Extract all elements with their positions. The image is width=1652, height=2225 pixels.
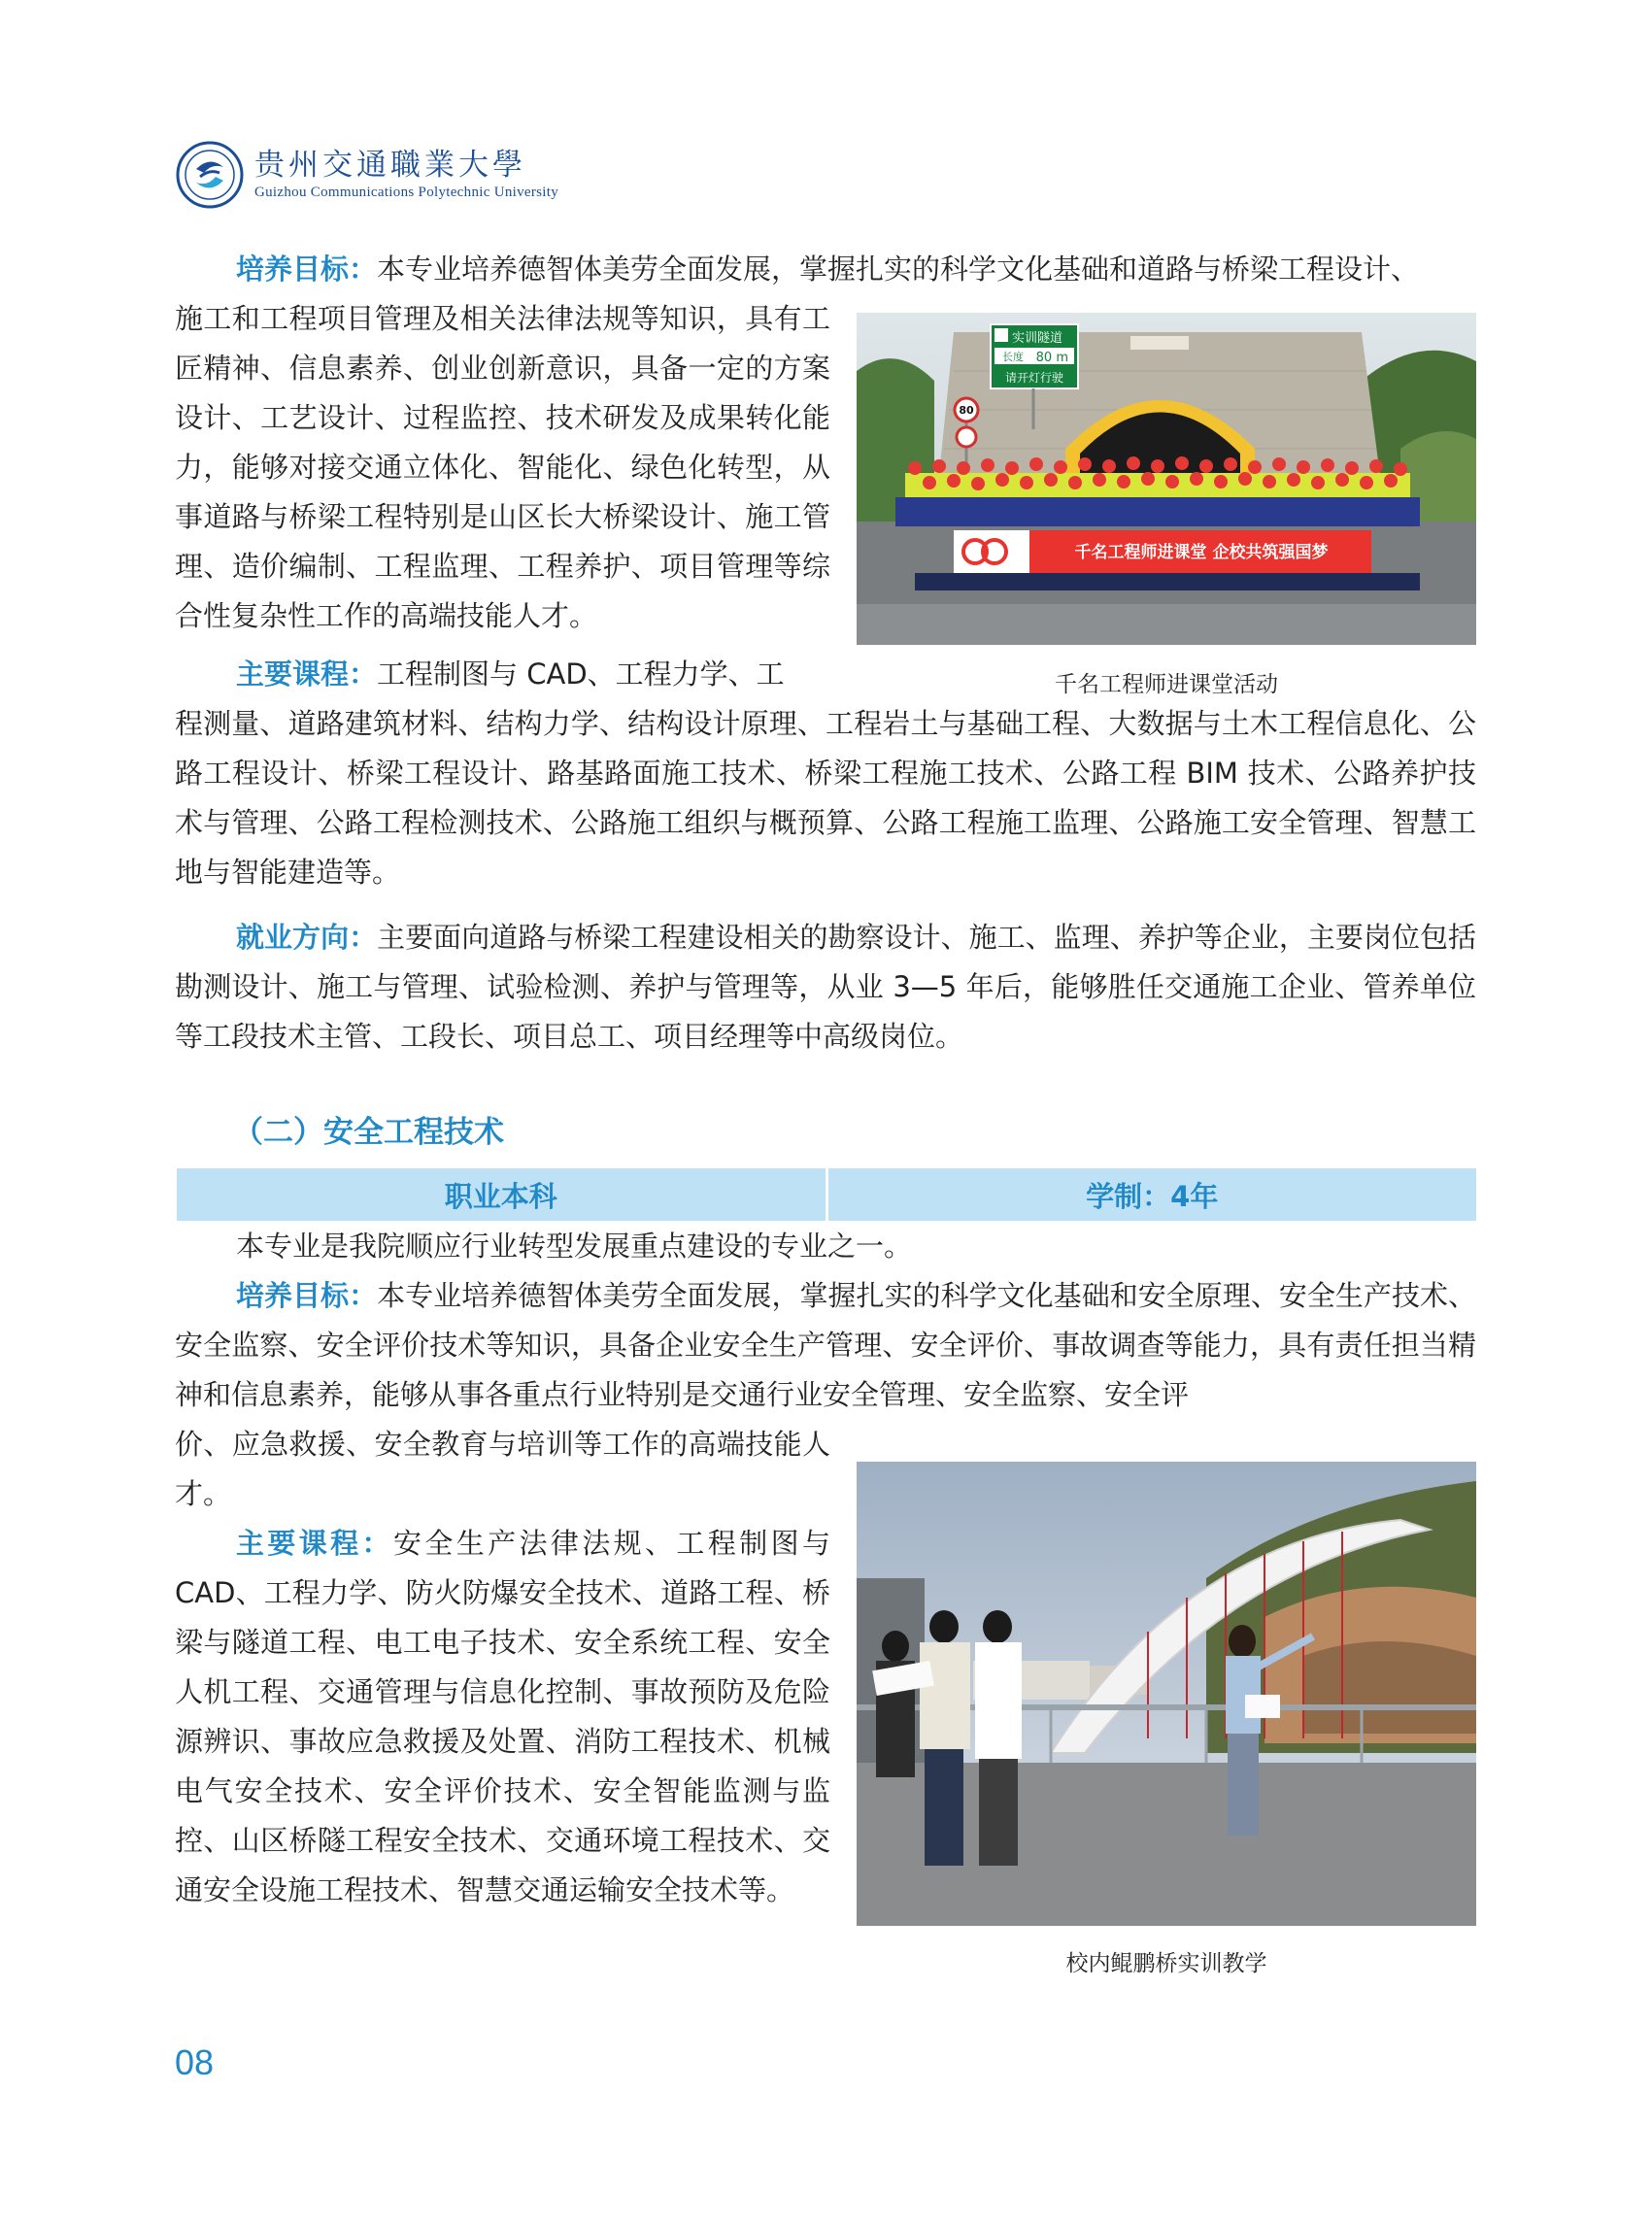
program1-goal-lead: 培养目标：本专业培养德智体美劳全面发展，掌握扎实的科学文化基础和道路与桥梁工程设计、 (236, 253, 1420, 286)
section-title-safety-engineering: （二）安全工程技术 (233, 1115, 504, 1150)
speed-limit-sign: 80 (959, 404, 974, 417)
tunnel-sign-lights: 请开灯行驶 (1004, 371, 1064, 385)
tunnel-sign-length-value: 80 m (1035, 351, 1068, 365)
program2-courses: 主要课程：安全生产法律法规、工程制图与 CAD、工程力学、防火防爆安全技术、道路工程、桥梁与隧道工程、电工电子技术、安全系统工程、安全人机工程、交通管理与信息化控制、事故预防及危险源辨识、事故应急救援及处置、消防工程技术、机械电气安全技术、安全评价技术、安全智能监测与监控、山区桥隧工程安全技术、交通环境工程技术、交通安全设施工程技术、智慧交通运输安全技术等。 (175, 1527, 830, 1906)
program1-goal-keyword: 培养目标： (236, 253, 378, 286)
program2-courses-keyword: 主要课程： (236, 1527, 393, 1560)
program-info-table (177, 1168, 1476, 1221)
tunnel-group-photo (857, 313, 1476, 645)
bridge-photo-caption: 校内鲲鹏桥实训教学 (1065, 1951, 1267, 1976)
logo-chinese-name: 贵州交通職業大學 (254, 148, 526, 183)
tunnel-sign-title: 实训隧道 (1011, 331, 1063, 346)
program2-goal-text: 价、应急救援、安全教育与培训等工作的高端技能人才。 (175, 1428, 830, 1510)
program-level-cell: 职业本科 (444, 1179, 557, 1213)
tunnel-sign-length-label: 长度 (1002, 351, 1024, 363)
program1-courses-lead: 主要课程：工程制图与 CAD、工程力学、工 (236, 657, 785, 691)
program2-intro: 本专业是我院顺应行业转型发展重点建设的专业之一。 (236, 1230, 913, 1263)
program2-goal-keyword: 培养目标： (236, 1279, 378, 1312)
program1-courses-text: 程测量、道路建筑材料、结构力学、结构设计原理、工程岩土与基础工程、大数据与土木工程信息化、公路工程设计、桥梁工程设计、路基路面施工技术、桥梁工程施工技术、公路工程 BIM 技术、公路养护技术与管理、公路工程检测技术、公路施工组织与概预算、公路工程施工监理、公路施工安全管理、智慧工地与智能建造等。 (175, 707, 1476, 889)
tunnel-photo-caption: 千名工程师进课堂活动 (1055, 672, 1278, 697)
program1-courses-keyword: 主要课程： (236, 657, 378, 691)
university-logo-icon (175, 140, 245, 210)
activity-banner-text: 千名工程师进课堂 企校共筑强国梦 (1074, 543, 1329, 562)
program1-goal-text: 施工和工程项目管理及相关法律法规等知识，具有工匠精神、信息素养、创业创新意识，具备一定的方案设计、工艺设计、过程监控、技术研发及成果转化能力，能够对接交通立体化、智能化、绿色化转型，从事道路与桥梁工程特别是山区长大桥梁设计、施工管理、造价编制、工程监理、工程养护、项目管理等综合性复杂性工作的高端技能人才。 (175, 302, 830, 632)
program-duration-cell: 学制：4年 (1086, 1179, 1219, 1213)
program1-career: 就业方向：主要面向道路与桥梁工程建设相关的勘察设计、施工、监理、养护等企业，主要岗位包括勘测设计、施工与管理、试验检测、养护与管理等，从业 3—5 年后，能够胜任交通施工企业、管养单位等工段技术主管、工段长、项目总工、项目经理等中高级岗位。 (175, 921, 1476, 1053)
program2-goal-lead: 培养目标：本专业培养德智体美劳全面发展，掌握扎实的科学文化基础和安全原理、安全生产技术、安全监察、安全评价技术等知识，具备企业安全生产管理、安全评价、事故调查等能力，具有责任担当精神和信息素养，能够从事各重点行业特别是交通行业安全管理、安全监察、安全评 (175, 1279, 1476, 1411)
logo-english-name: Guizhou Communications Polytechnic University (254, 185, 559, 200)
university-header (175, 136, 558, 214)
bridge-training-photo (857, 1462, 1476, 1926)
program1-career-keyword: 就业方向： (236, 921, 378, 954)
page-number: 08 (175, 2042, 215, 2082)
